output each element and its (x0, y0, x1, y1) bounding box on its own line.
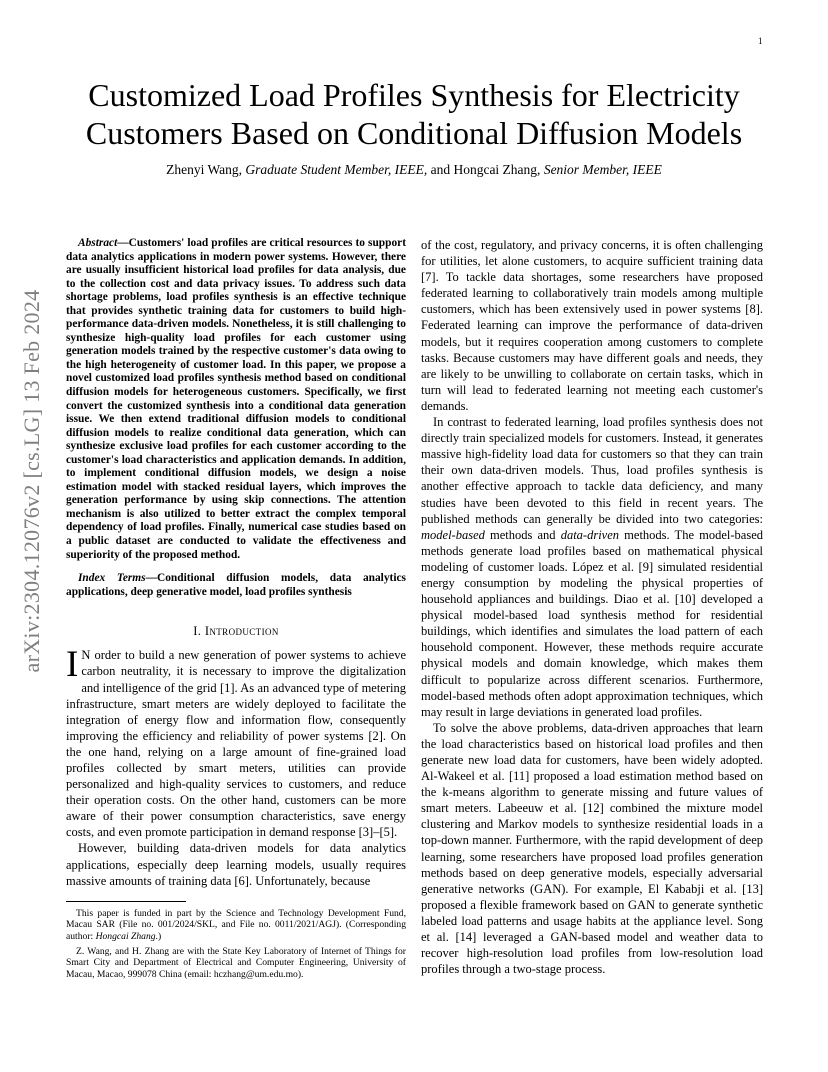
intro-paragraph-1-text: N order to build a new generation of power systems to achieve carbon neutrality, it is necessary to improve the digitalization and intelligence of the grid [1]. As an advanced type of metering infrastructure, smart meters are widely deployed to facilitate the integration of energy flow and information flow, consequently improving the efficiency and reliability of power systems [2]. On the one hand, relying on a large amount of fine-grained load profiles collected by smart meters, utilities can provide personalized and high-quality services to customers, and reduce their operation costs. On the other hand, customers can be more aware of their power consumption characteristics, save energy costs, and even promote participation in demand response [3]–[5]. (66, 648, 406, 840)
abstract-text: —Customers' load profiles are critical resources to support data analytics applications in modern power systems. However, there are usually insufficient historical load profiles for data analysis, due to the collection cost and data privacy issues. To address such data shortage problems, load profiles synthesis is an effective technique that provides synthetic training data for customers to build high-performance data-driven models. Nonetheless, it is still challenging to synthesize high-quality load profiles for each customer using generation models trained by the respective customer's data owing to the high heterogeneity of customer load. In this paper, we propose a novel customized load profiles synthesis method based on conditional diffusion models for heterogeneous customers. Specifically, we first convert the customized synthesis into a conditional data generation issue. We then extend traditional diffusion models to conditional diffusion models to realize conditional data generation, which can synthesize exclusive load profiles for each customer according to the customer's load characteristics and application demands. In addition, to implement conditional diffusion models, we design a noise estimation model with stacked residual layers, which improves the generation performance by using skip connections. The attention mechanism is also utilized to better extract the complex temporal dependency of load profiles. Finally, numerical case studies based on a public dataset are conducted to validate the effectiveness and superiority of the proposed method. (66, 237, 406, 561)
synthesis-text-a: In contrast to federated learning, load profiles synthesis does not directly train specialized models for customers. Instead, it generates massive high-fidelity load data for customers so that they can train their own data-driven models. Thus, load profiles synthesis is another effective approach to tackle data deficiency, and many studies have been devoted to this field in recent years. The published methods can generally be divided into two categories: (421, 415, 763, 526)
arxiv-stamp (20, 288, 44, 674)
synthesis-text-c: methods. The model-based methods generate load profiles based on mathematical physical modeling of customer loads. López et al. [9] simulated residential energy consumption by modeling the physical properties of household appliances and buildings. Diao et al. [10] developed a physical model-based load synthesis method for residential buildings, which identifies and simulates the load pattern of each household component. However, these methods require accurate physical models and domain knowledge, which makes them difficult to popularize across different scenarios. Furthermore, model-based methods often adopt approximation techniques, which may result in large deviations in generated load profiles. (421, 527, 763, 719)
footnote-affiliation: Z. Wang, and H. Zhang are with the State Key Laboratory of Internet of Things for Smart City and Department of Electrical and Computer Engineering, University of Macau, Macao, 999078 China (email: hczhang@um.edu.mo). (66, 945, 406, 980)
arxiv-stamp-text: arXiv:2304.12076v2 [cs.LG] 13 Feb 2024 (19, 289, 44, 673)
author-2-name: Hongcai Zhang, (453, 162, 541, 177)
intro-paragraph-2: However, building data-driven models for data analytics applications, especially deep learning models, usually requires massive amounts of training data [6]. Unfortunately, because (66, 841, 406, 888)
body-paragraph-synthesis (421, 414, 763, 720)
paper-title: Customized Load Profiles Synthesis for Electricity Customers Based on Conditional Diffusion Models (85, 77, 743, 151)
abstract-lead: Abstract (78, 237, 118, 249)
intro-paragraph-1 (66, 644, 406, 840)
footnote-funding-text: This paper is funded in part by the Science and Technology Development Fund, Macau SAR (File no. 001/2024/SKL, and File no. 0011/2021/AGJ). (Corresponding author: (66, 907, 406, 942)
synthesis-text-b: methods and (484, 527, 561, 542)
abstract (66, 237, 406, 562)
footnote-divider (66, 901, 186, 902)
right-column (421, 237, 763, 977)
index-terms-text: —Conditional diffusion models, data analytics applications, deep generative model, load profiles synthesis (66, 572, 406, 598)
model-based-term: model-based (421, 527, 485, 542)
author-1-name: Zhenyi Wang, (166, 162, 242, 177)
author-joiner: and (430, 162, 451, 177)
index-terms-lead: Index Terms (78, 572, 146, 585)
drop-cap: I (66, 644, 79, 686)
section-heading-introduction: I. Introduction (193, 624, 279, 639)
body-paragraph-data-driven: To solve the above problems, data-driven approaches that learn the load characteristics based on historical load profiles and then generate new load data for customers, have been widely adopted. Al-Wakeel et al. [11] proposed a load estimation method based on the k-means algorithm to generate missing and future values of smart meters. Labeeuw et al. [12] combined the mixture model clustering and Markov models to synthesize residential loads in a top-down manner. Furthermore, with the rapid development of deep learning, some researchers have proposed load profiles generation methods based on deep generative models, especially adversarial generative networks (GAN). For example, El Kababji et al. [13] proposed a flexible framework based on GAN to generate synthetic labeled load patterns and usage habits at the appliance level. Song et al. [14] leveraged a GAN-based model and weather data to recover high-resolution load profiles from low-resolution load profiles through a two-stage process. (421, 720, 763, 977)
footnote-funding-end: .) (155, 930, 162, 942)
left-column (66, 237, 406, 980)
author-1-role: Graduate Student Member, IEEE, (245, 162, 428, 177)
data-driven-term: data-driven (560, 527, 620, 542)
author-line (60, 161, 768, 179)
footnote-funding (66, 908, 406, 942)
index-terms (66, 572, 406, 599)
page-number: 1 (758, 36, 763, 46)
footnote-corresponding-author: Hongcai Zhang (95, 930, 156, 942)
body-paragraph-federated: of the cost, regulatory, and privacy concerns, it is often challenging for utilities, let alone customers, to acquire sufficient training data [7]. To tackle data shortages, some researchers have proposed federated learning to collaboratively train models among multiple customers, which has been extensively used in power systems [8]. Federated learning can improve the performance of data-driven models, but it requires cooperation among customers to complete tasks. Because customers may have different goals and needs, they are likely to be unwilling to collaborate on certain tasks, which in turn will lead to federated learning not meeting each customer's demands. (421, 238, 763, 413)
author-2-role: Senior Member, IEEE (543, 162, 662, 177)
